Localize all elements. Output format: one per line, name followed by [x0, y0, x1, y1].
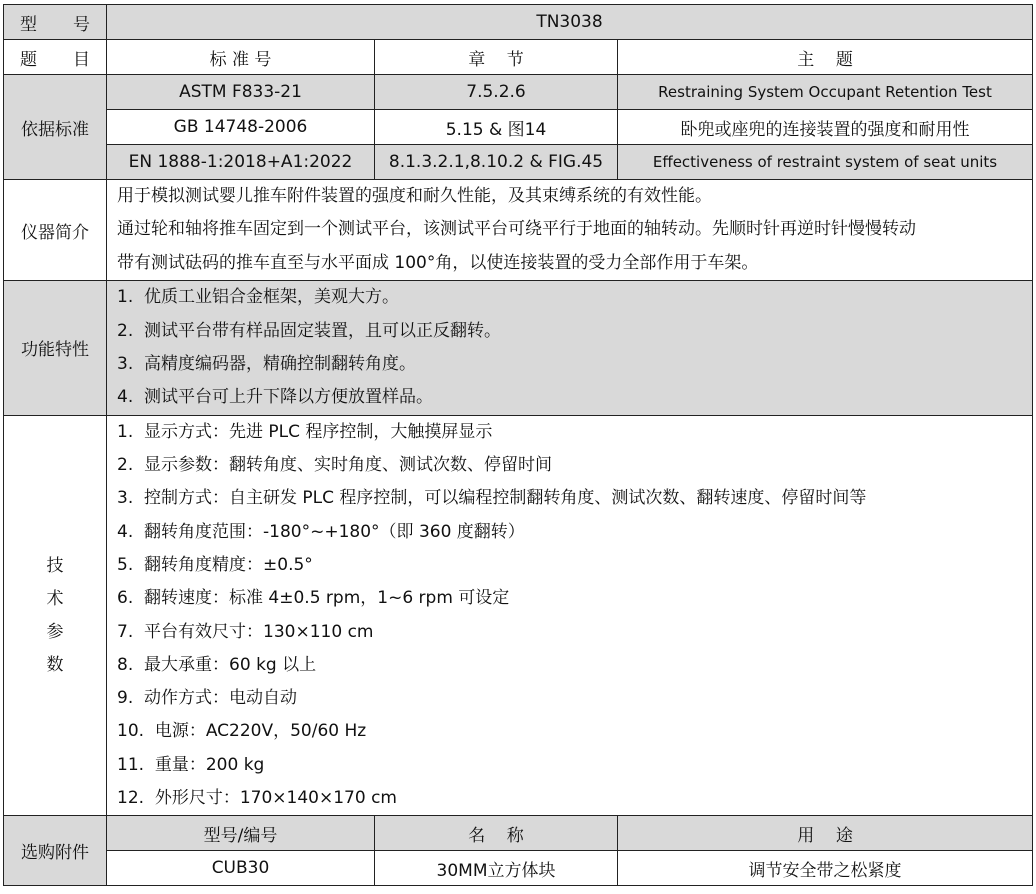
params-label-cell [4, 415, 107, 816]
feature-item: 2. 测试平台带有样品固定装置，且可以正反翻转。 [117, 320, 502, 341]
acc-name-cell: 30MM立方体块 [375, 851, 618, 886]
params-label-char: 技 [46, 555, 64, 576]
col-topic-header: 主 题 [618, 40, 1033, 75]
topic-cell: Effectiveness of restraint system of seat units [618, 145, 1033, 180]
title-label-a: 题 [20, 49, 37, 70]
accessories-label: 选购附件 [4, 816, 107, 886]
acc-use-cell: 调节安全带之松紧度 [618, 851, 1033, 886]
param-item: 2. 显示参数：翻转角度、实时角度、测试次数、停留时间 [117, 455, 553, 476]
param-item: 5. 翻转角度精度：±0.5° [117, 554, 313, 575]
params-body [107, 415, 1033, 816]
feature-item: 4. 测试平台可上升下降以方便放置样品。 [117, 387, 434, 408]
params-label-char: 术 [46, 588, 64, 609]
topic-cell: Restraining System Occupant Retention Test [618, 75, 1033, 110]
params-label-char: 参 [46, 621, 64, 642]
intro-line: 通过轮和轴将推车固定到一个测试平台，该测试平台可绕平行于地面的轴转动。先顺时针再逆时针慢慢转动 [117, 219, 916, 240]
intro-body [107, 180, 1033, 281]
model-value: TN3038 [107, 5, 1033, 40]
param-item: 8. 最大承重：60 kg 以上 [117, 654, 317, 675]
param-item: 1. 显示方式：先进 PLC 程序控制，大触摸屏显示 [117, 421, 493, 442]
acc-col-model: 型号/编号 [107, 816, 375, 851]
intro-line: 带有测试砝码的推车直至与水平面成 100°角，以使连接装置的受力全部作用于车架。 [117, 252, 759, 273]
standard-cell: GB 14748-2006 [107, 110, 375, 145]
param-item: 10. 电源：AC220V，50/60 Hz [117, 721, 367, 742]
intro-line: 用于模拟测试婴儿推车附件装置的强度和耐久性能，及其束缚系统的有效性能。 [117, 186, 712, 206]
param-item: 12. 外形尺寸：170×140×170 cm [117, 788, 397, 808]
feature-item: 1. 优质工业铝合金框架，美观大方。 [117, 287, 400, 308]
param-item: 11. 重量：200 kg [117, 754, 265, 775]
standard-row [4, 145, 1033, 180]
param-item: 3. 控制方式：自主研发 PLC 程序控制，可以编程控制翻转角度、测试次数、翻转速度、停留时间等 [117, 488, 867, 509]
feature-item: 3. 高精度编码器，精确控制翻转角度。 [117, 353, 417, 374]
col-chapter-header: 章 节 [375, 40, 618, 75]
title-label-b: 目 [73, 49, 90, 70]
header-row [4, 40, 1033, 75]
topic-cell: 卧兜或座兜的连接装置的强度和耐用性 [618, 110, 1033, 145]
acc-col-name: 名 称 [375, 816, 618, 851]
accessories-header-row [4, 816, 1033, 851]
chapter-cell: 8.1.3.2.1,8.10.2 & FIG.45 [375, 145, 618, 180]
acc-col-use: 用 途 [618, 816, 1033, 851]
standard-cell: EN 1888-1:2018+A1:2022 [107, 145, 375, 180]
acc-model-cell: CUB30 [107, 851, 375, 886]
params-label-char: 数 [46, 654, 64, 675]
standards-label: 依据标准 [4, 75, 107, 180]
intro-row [4, 180, 1033, 281]
model-row [4, 5, 1033, 40]
title-label-cell [4, 40, 107, 75]
standard-row [4, 110, 1033, 145]
param-item: 7. 平台有效尺寸：130×110 cm [117, 621, 374, 642]
model-label-a: 型 [20, 14, 37, 35]
model-label-b: 号 [73, 14, 90, 35]
standard-cell: ASTM F833-21 [107, 75, 375, 110]
param-item: 9. 动作方式：电动自动 [117, 688, 298, 709]
params-row [4, 415, 1033, 816]
param-item: 6. 翻转速度：标准 4±0.5 rpm，1~6 rpm 可设定 [117, 588, 510, 609]
col-standard-header: 标 准 号 [107, 40, 375, 75]
features-body [107, 281, 1033, 416]
intro-label: 仪器简介 [4, 180, 107, 281]
chapter-cell: 7.5.2.6 [375, 75, 618, 110]
model-label-cell [4, 5, 107, 40]
chapter-cell: 5.15 & 图14 [375, 110, 618, 145]
accessory-row [4, 851, 1033, 886]
features-label: 功能特性 [4, 281, 107, 416]
param-item: 4. 翻转角度范围：-180°~+180°（即 360 度翻转） [117, 521, 525, 542]
standard-row [4, 75, 1033, 110]
features-row [4, 281, 1033, 416]
spec-table [3, 4, 1033, 886]
